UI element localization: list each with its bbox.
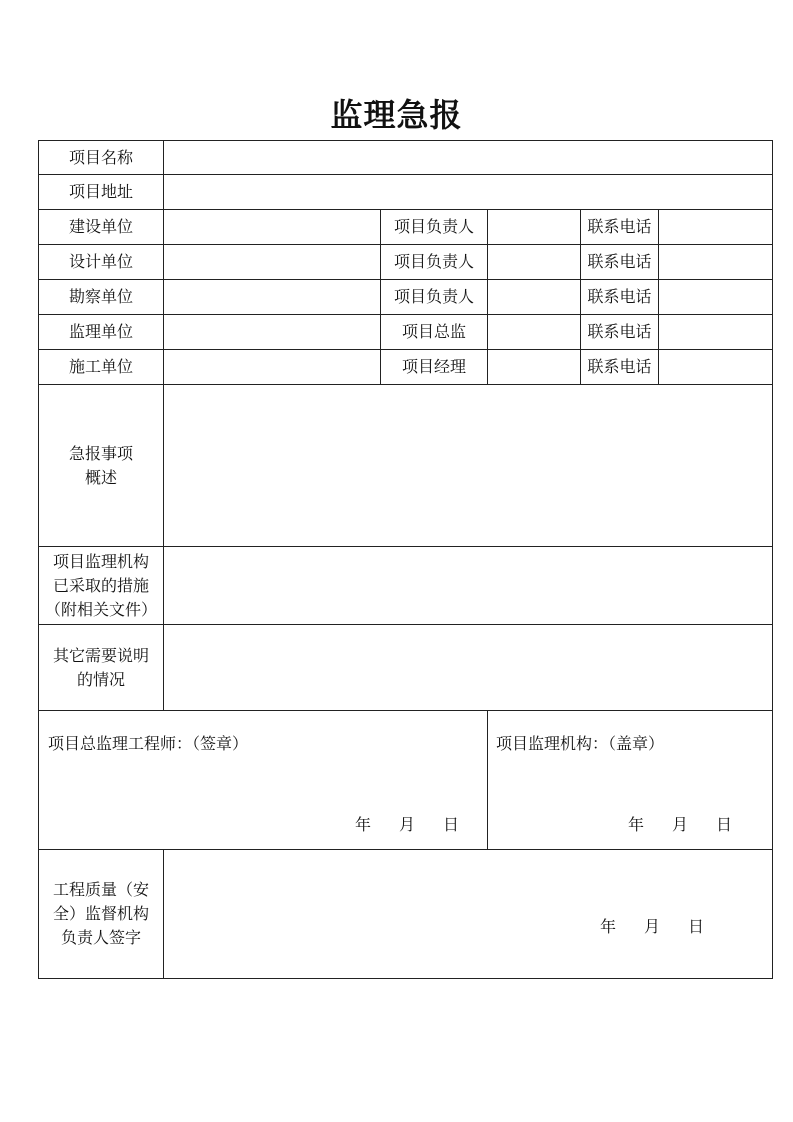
- measures-field[interactable]: [164, 547, 773, 625]
- row-contractor-unit: [39, 350, 773, 385]
- project-manager-field[interactable]: [488, 350, 581, 385]
- design-phone-field[interactable]: [659, 245, 773, 280]
- chief-engineer-signature-box[interactable]: [39, 711, 488, 850]
- row-supervision-unit: [39, 315, 773, 350]
- supervision-unit-label: 监理单位: [39, 315, 164, 350]
- row-project-name: [39, 141, 773, 175]
- design-phone-label: 联系电话: [581, 245, 659, 280]
- construction-unit-field[interactable]: [164, 210, 381, 245]
- contractor-phone-label: 联系电话: [581, 350, 659, 385]
- other-field[interactable]: [164, 625, 773, 711]
- chief-supervisor-label: 项目总监: [381, 315, 488, 350]
- row-measures: [39, 547, 773, 625]
- supervision-phone-field[interactable]: [659, 315, 773, 350]
- design-person-field[interactable]: [488, 245, 581, 280]
- agency-seal-box[interactable]: [488, 711, 773, 850]
- contractor-phone-field[interactable]: [659, 350, 773, 385]
- project-name-label: 项目名称: [39, 141, 164, 175]
- date-day: 日: [442, 815, 459, 834]
- row-design-unit: [39, 245, 773, 280]
- date-day: 日: [688, 917, 705, 936]
- survey-unit-label: 勘察单位: [39, 280, 164, 315]
- project-address-label: 项目地址: [39, 175, 164, 210]
- row-project-address: [39, 175, 773, 210]
- design-person-label: 项目负责人: [381, 245, 488, 280]
- supervision-phone-label: 联系电话: [581, 315, 659, 350]
- row-signatures: [39, 711, 773, 850]
- row-survey-unit: [39, 280, 773, 315]
- contractor-unit-label: 施工单位: [39, 350, 164, 385]
- summary-field[interactable]: [164, 385, 773, 547]
- project-address-field[interactable]: [164, 175, 773, 210]
- survey-person-field[interactable]: [488, 280, 581, 315]
- survey-phone-label: 联系电话: [581, 280, 659, 315]
- design-unit-label: 设计单位: [39, 245, 164, 280]
- measures-label: 项目监理机构 已采取的措施 （附相关文件）: [39, 547, 164, 625]
- date-day: 日: [716, 815, 733, 834]
- survey-phone-field[interactable]: [659, 280, 773, 315]
- chief-supervisor-field[interactable]: [488, 315, 581, 350]
- row-summary: [39, 385, 773, 547]
- construction-phone-field[interactable]: [659, 210, 773, 245]
- agency-seal-label: 项目监理机构：（盖章）: [496, 734, 665, 753]
- agency-seal-date: [628, 812, 732, 835]
- date-month: 月: [398, 815, 415, 834]
- date-year: 年: [628, 815, 645, 834]
- date-month: 月: [672, 815, 689, 834]
- contractor-unit-field[interactable]: [164, 350, 381, 385]
- supervision-signature-date: [600, 914, 704, 937]
- chief-engineer-date: [355, 812, 459, 835]
- other-label: 其它需要说明 的情况: [39, 625, 164, 711]
- construction-person-label: 项目负责人: [381, 210, 488, 245]
- construction-phone-label: 联系电话: [581, 210, 659, 245]
- row-other: [39, 625, 773, 711]
- row-supervision-signature: [39, 850, 773, 979]
- survey-person-label: 项目负责人: [381, 280, 488, 315]
- date-month: 月: [644, 917, 661, 936]
- survey-unit-field[interactable]: [164, 280, 381, 315]
- design-unit-field[interactable]: [164, 245, 381, 280]
- project-name-field[interactable]: [164, 141, 773, 175]
- row-construction-unit: [39, 210, 773, 245]
- page-title: 监理急报: [330, 96, 463, 134]
- project-manager-label: 项目经理: [381, 350, 488, 385]
- report-form: [38, 140, 773, 979]
- chief-engineer-signature-label: 项目总监理工程师：（签章）: [48, 734, 249, 753]
- supervision-signature-label: 工程质量（安 全）监督机构 负责人签字: [39, 850, 164, 979]
- construction-person-field[interactable]: [488, 210, 581, 245]
- construction-unit-label: 建设单位: [39, 210, 164, 245]
- summary-label: 急报事项 概述: [39, 385, 164, 547]
- supervision-unit-field[interactable]: [164, 315, 381, 350]
- date-year: 年: [600, 917, 617, 936]
- date-year: 年: [354, 815, 371, 834]
- supervision-signature-field[interactable]: [164, 850, 773, 979]
